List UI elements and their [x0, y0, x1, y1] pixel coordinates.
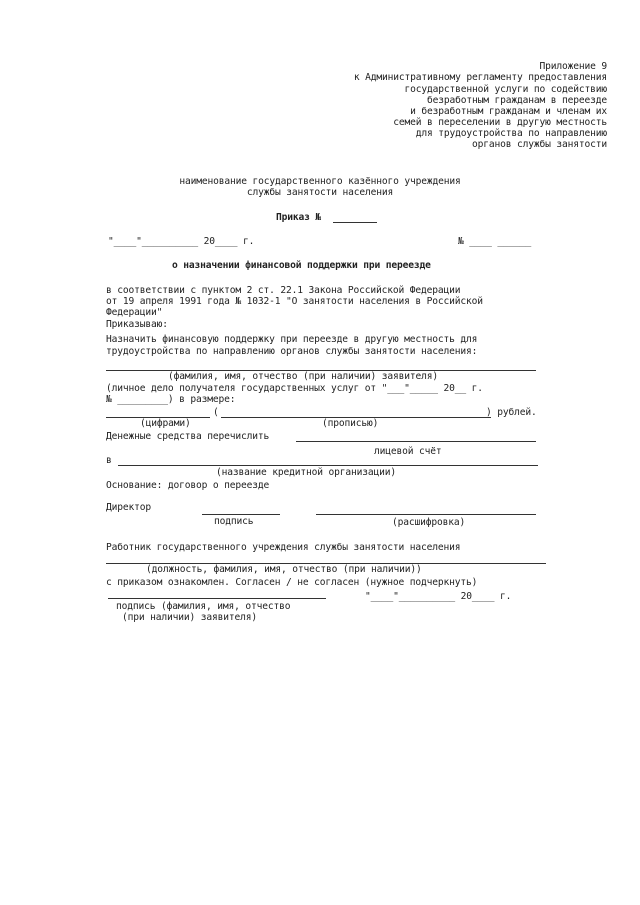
applicant-caption: (фамилия, имя, отчество (при наличии) заявителя): [168, 371, 439, 382]
bank-line: [118, 465, 538, 466]
worker-caption: (должность, фамилия, имя, отчество (при наличии)): [146, 564, 422, 575]
appendix-line: и безработным гражданам и членам их: [410, 106, 607, 117]
assign-line: трудоустройства по направлению органов службы занятости населения:: [106, 346, 478, 357]
worker-label: Работник государственного учреждения службы занятости населения: [106, 542, 461, 553]
basis-line: в соответствии с пунктом 2 ст. 22.1 Закона Российской Федерации: [106, 285, 461, 296]
assign-line: Назначить финансовую поддержку при переезде в другую местность для: [106, 334, 478, 345]
digits-caption: (цифрами): [140, 418, 191, 429]
order-subject: о назначении финансовой поддержки при переезде: [172, 260, 431, 271]
appendix-line: семей в переселении в другую местность: [393, 117, 607, 128]
case-line-2: № _________) в размере:: [106, 394, 236, 405]
order-date: "____"__________ 20____ г.: [108, 236, 255, 247]
org-caption-line: службы занятости населения: [246, 187, 394, 198]
sign-caption: подпись: [214, 516, 254, 527]
bank-caption: (название кредитной организации): [216, 467, 397, 478]
director-decode-line: [316, 514, 536, 515]
basis-line: от 19 апреля 1991 года № 1032-1 "О занятости населения в Российской: [106, 296, 483, 307]
words-caption: (прописью): [322, 418, 379, 429]
appendix-line: к Административному регламенту предоставления: [353, 72, 607, 83]
appendix-line: для трудоустройства по направлению: [415, 128, 607, 139]
appendix-line: государственной услуги по содействию: [404, 84, 607, 95]
decode-caption: (расшифровка): [392, 517, 466, 528]
amount-open: (: [213, 407, 219, 418]
applicant-sign-caption: (при наличии) заявителя): [122, 612, 258, 623]
director-sign-line: [202, 514, 280, 515]
applicant-sign-line: [108, 598, 326, 599]
order-number: № ____ ______: [458, 236, 532, 247]
applicant-sign-caption: подпись (фамилия, имя, отчество: [116, 601, 291, 612]
transfer-label: Денежные средства перечислить: [106, 431, 270, 442]
ack-date: "____"__________ 20____ г.: [365, 591, 512, 602]
order-title: Приказ №: [276, 212, 322, 223]
appendix-line: Приложение 9: [539, 61, 607, 72]
account-caption: лицевой счёт: [374, 446, 442, 457]
director-label: Директор: [106, 502, 152, 513]
case-line: (личное дело получателя государственных услуг от "___"_____ 20__ г.: [106, 383, 483, 394]
org-caption-line: наименование государственного казённого учреждения: [179, 176, 461, 187]
appendix-line: безработным гражданам в переезде: [426, 95, 607, 106]
bank-in: в: [106, 455, 112, 466]
ack-text: с приказом ознакомлен. Согласен / не согласен (нужное подчеркнуть): [106, 577, 478, 588]
grounds: Основание: договор о переезде: [106, 480, 270, 491]
transfer-line: [296, 441, 536, 442]
basis-line: Федерации": [106, 307, 163, 318]
order-word: Приказываю:: [106, 319, 168, 330]
order-number-line: [333, 222, 377, 223]
amount-close: ) рублей.: [486, 407, 537, 418]
appendix-line: органов службы занятости: [471, 139, 607, 150]
